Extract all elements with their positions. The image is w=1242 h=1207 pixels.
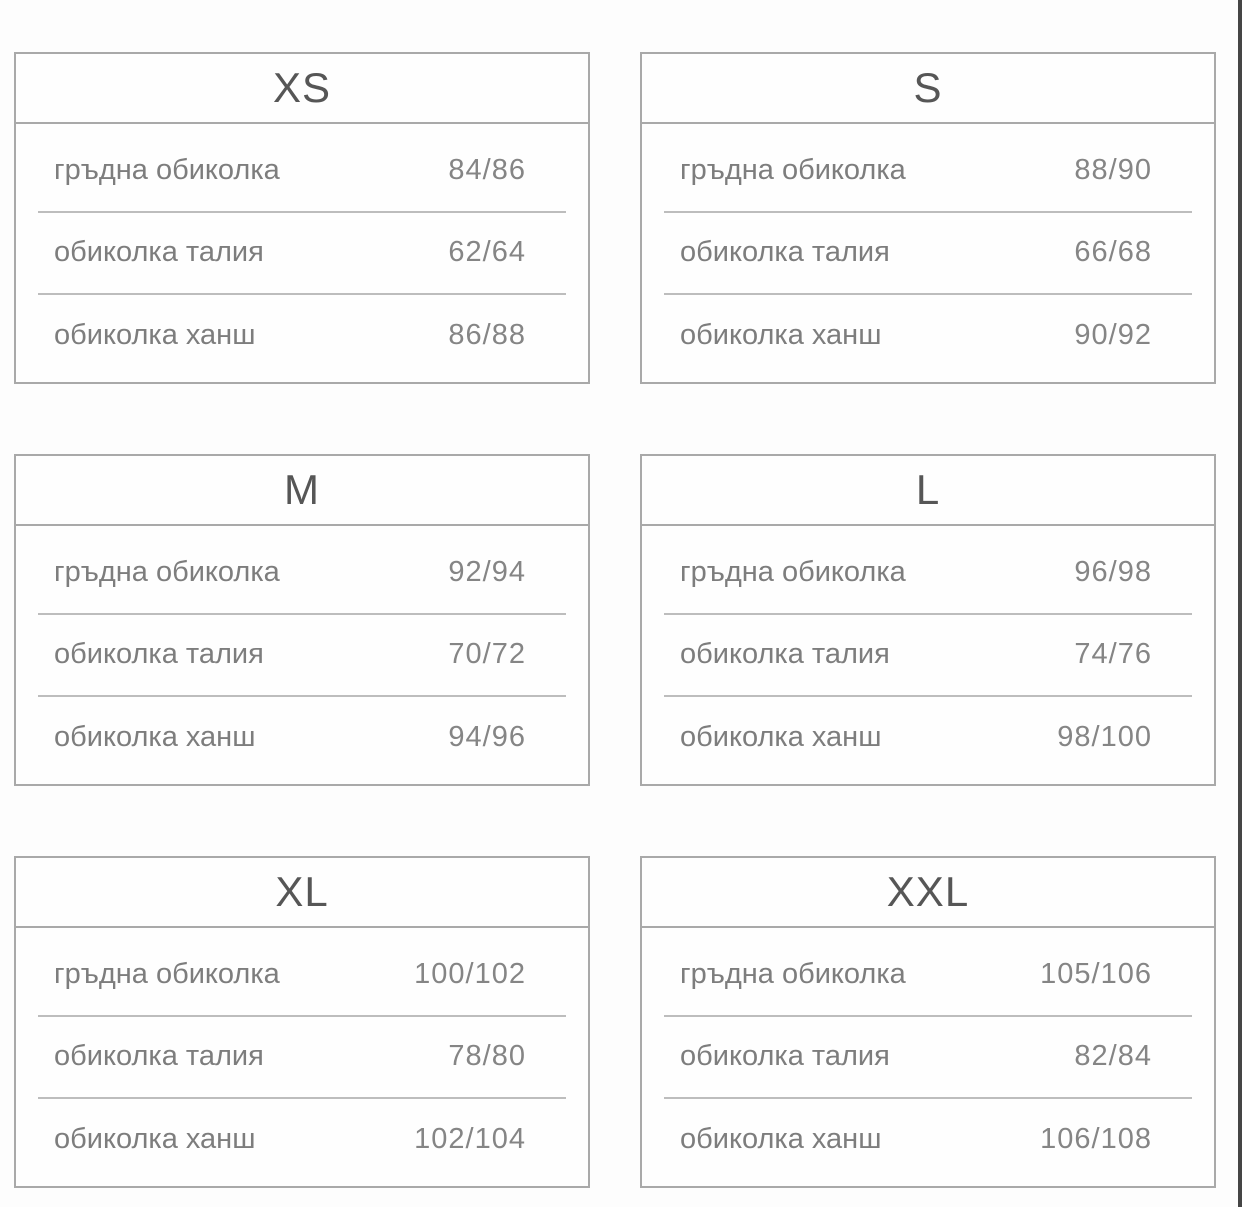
row-divider (38, 695, 566, 697)
measurement-row-waist (16, 1026, 588, 1088)
row-divider (664, 211, 1192, 213)
measurement-row-waist (642, 222, 1214, 284)
measurement-row-chest (16, 541, 588, 603)
size-card-header (642, 54, 1214, 124)
measurement-row-hips (16, 707, 588, 769)
size-card-m (14, 454, 590, 786)
measurement-row-chest (642, 541, 1214, 603)
measurement-row-waist (16, 222, 588, 284)
measurement-value: 96/98 (1074, 555, 1152, 588)
measurement-value: 78/80 (448, 1040, 526, 1073)
measurement-label: гръдна обиколка (54, 555, 280, 588)
measurement-label: обиколка талия (54, 638, 264, 671)
measurement-row-chest (16, 139, 588, 201)
measurement-value: 106/108 (1040, 1123, 1152, 1156)
measurement-value: 105/106 (1040, 957, 1152, 990)
measurement-value: 70/72 (448, 638, 526, 671)
measurement-label: гръдна обиколка (680, 957, 906, 990)
row-divider (38, 1097, 566, 1099)
size-card-header (642, 456, 1214, 526)
size-title: XL (275, 868, 329, 915)
row-divider (664, 695, 1192, 697)
measurement-label: обиколка талия (680, 236, 890, 269)
size-card-xl (14, 856, 590, 1188)
size-title: S (913, 64, 943, 111)
size-card-header (642, 858, 1214, 928)
size-card-header (16, 858, 588, 928)
measurement-row-hips (16, 1109, 588, 1171)
size-card-body (16, 124, 588, 382)
measurement-row-hips (642, 707, 1214, 769)
measurement-value: 66/68 (1074, 236, 1152, 269)
measurement-value: 62/64 (448, 236, 526, 269)
size-chart (14, 52, 1216, 1188)
size-card-xxl (640, 856, 1216, 1188)
screenshot-right-edge (1238, 0, 1242, 1207)
row-divider (664, 613, 1192, 615)
row-divider (38, 211, 566, 213)
row-divider (38, 1015, 566, 1017)
measurement-label: обиколка ханш (54, 319, 256, 352)
size-card-body (642, 124, 1214, 382)
measurement-row-chest (642, 943, 1214, 1005)
row-divider (664, 1097, 1192, 1099)
measurement-label: гръдна обиколка (680, 555, 906, 588)
size-card-header (16, 54, 588, 124)
size-card-xs (14, 52, 590, 384)
measurement-label: гръдна обиколка (680, 153, 906, 186)
size-card-body (642, 928, 1214, 1186)
measurement-value: 100/102 (414, 957, 526, 990)
measurement-label: обиколка талия (54, 236, 264, 269)
measurement-label: обиколка талия (680, 1040, 890, 1073)
measurement-value: 74/76 (1074, 638, 1152, 671)
measurement-label: гръдна обиколка (54, 957, 280, 990)
measurement-row-waist (642, 1026, 1214, 1088)
measurement-label: гръдна обиколка (54, 153, 280, 186)
measurement-label: обиколка ханш (54, 721, 256, 754)
size-card-body (16, 526, 588, 784)
measurement-label: обиколка талия (680, 638, 890, 671)
size-card-body (642, 526, 1214, 784)
measurement-value: 94/96 (448, 721, 526, 754)
row-divider (664, 1015, 1192, 1017)
measurement-row-chest (16, 943, 588, 1005)
measurement-row-waist (642, 624, 1214, 686)
row-divider (38, 613, 566, 615)
measurement-row-hips (16, 305, 588, 367)
measurement-value: 86/88 (448, 319, 526, 352)
measurement-value: 82/84 (1074, 1040, 1152, 1073)
measurement-value: 102/104 (414, 1123, 526, 1156)
measurement-label: обиколка талия (54, 1040, 264, 1073)
measurement-row-hips (642, 305, 1214, 367)
size-card-l (640, 454, 1216, 786)
size-card-header (16, 456, 588, 526)
row-divider (664, 293, 1192, 295)
measurement-value: 88/90 (1074, 153, 1152, 186)
measurement-row-hips (642, 1109, 1214, 1171)
measurement-label: обиколка ханш (54, 1123, 256, 1156)
size-card-body (16, 928, 588, 1186)
size-title: M (284, 466, 320, 513)
measurement-value: 90/92 (1074, 319, 1152, 352)
measurement-row-waist (16, 624, 588, 686)
measurement-value: 98/100 (1057, 721, 1152, 754)
row-divider (38, 293, 566, 295)
measurement-value: 84/86 (448, 153, 526, 186)
size-title: XXL (886, 868, 970, 915)
measurement-row-chest (642, 139, 1214, 201)
size-title: XS (272, 64, 332, 111)
measurement-label: обиколка ханш (680, 721, 882, 754)
measurement-value: 92/94 (448, 555, 526, 588)
measurement-label: обиколка ханш (680, 1123, 882, 1156)
size-title: L (915, 466, 941, 513)
measurement-label: обиколка ханш (680, 319, 882, 352)
size-card-s (640, 52, 1216, 384)
